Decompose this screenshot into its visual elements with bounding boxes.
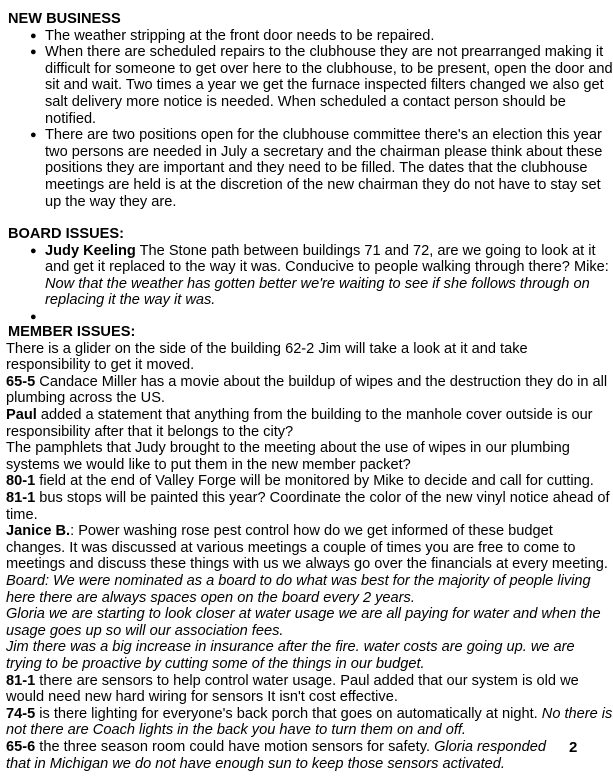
bullet-text-line	[45, 28, 434, 45]
bullet-marker: ●	[30, 46, 37, 59]
italic-run: that in Michigan we do not have enough sun to keep those sensors activated.	[6, 755, 505, 772]
bold-run: Janice B.	[6, 523, 71, 540]
paragraph-text-line	[6, 473, 594, 490]
text-run: meetings are held is at the discretion of the new chairman they do not have to stay set	[45, 177, 601, 193]
text-run: systems we would like to put them in the new member packet?	[6, 456, 411, 473]
bold-run: 81-1	[6, 490, 36, 506]
text-run: sit and wait. Two times a year we get the furnace inspected filters changed we also get	[45, 77, 604, 94]
bullet-marker: ●	[30, 311, 37, 323]
text-run: two persons are needed in July a secretary and the chairman please think about these	[45, 143, 603, 160]
text-run: responsibility to get it moved.	[6, 357, 195, 374]
text-run: changes. It was discussed at various meetings a couple of times you are free to come to	[6, 539, 576, 556]
text-run: There are two positions open for the clubhouse committee there's an election this year	[45, 127, 602, 144]
section-heading: MEMBER ISSUES:	[8, 324, 136, 340]
paragraph-text-line	[6, 673, 579, 690]
paragraph-text-line	[6, 590, 415, 607]
paragraph-text-line	[6, 407, 593, 424]
bold-run: Paul	[6, 407, 37, 423]
bold-run: 81-1	[6, 672, 36, 689]
text-run: There is a glider on the side of the building 62-2 Jim will take a look at it and take	[6, 340, 528, 357]
bullet-text-line	[45, 94, 566, 111]
text-run: When there are scheduled repairs to the clubhouse they are not prearranged making it	[45, 44, 604, 61]
paragraph-text-line	[6, 606, 601, 623]
bullet-text-line	[45, 127, 602, 144]
text-run: and get it replaced to the way it was. Conducive to people walking through there? Mike:	[45, 259, 609, 276]
bold-run: 74-5	[6, 705, 36, 722]
text-run: added a statement that anything from the building to the manhole cover outside is our	[36, 407, 593, 423]
bold-run: 65-5	[6, 373, 36, 390]
text-run: up the way they are.	[45, 193, 177, 210]
text-run: there are sensors to help control water usage. Paul added that our system is old we	[35, 672, 579, 689]
italic-run: not there are Coach lights in the back you have to turn them on and off.	[6, 722, 466, 739]
section-heading: NEW BUSINESS	[8, 11, 121, 27]
text-run: time.	[6, 506, 38, 523]
bullet-text-line	[45, 77, 604, 94]
text-run: salt delivery more notice is needed. When scheduled a contact person should be	[45, 94, 566, 110]
paragraph-text-line	[6, 689, 398, 706]
bullet-text-line	[45, 111, 96, 128]
paragraph-text-line	[6, 739, 546, 756]
paragraph-text-line	[6, 573, 591, 590]
text-run: meetings and discuss these things with us we always go over the financials at every meeting.	[6, 556, 608, 573]
bullet-text-line	[45, 292, 215, 309]
bullet-text-line	[45, 177, 601, 194]
paragraph-text-line	[6, 507, 38, 524]
bullet-marker: ●	[30, 129, 37, 142]
paragraph-text-line	[6, 756, 505, 773]
paragraph-text-line	[6, 424, 293, 441]
bullet-marker: ●	[30, 29, 37, 42]
section-heading: BOARD ISSUES:	[8, 226, 124, 242]
bullet-text-line	[45, 243, 596, 260]
bullet-text-line	[45, 144, 602, 161]
italic-run: here there are always spaces open on the board every 2 years.	[6, 589, 415, 606]
paragraph-text-line	[6, 639, 575, 656]
bullet-text-line	[45, 61, 613, 78]
italic-run: Gloria we are starting to look closer at water usage we are all paying for water and when the	[6, 606, 601, 623]
bullet-text-line	[45, 160, 588, 177]
bold-run: 65-6	[6, 739, 36, 755]
bullet-text-line	[45, 44, 603, 61]
text-run: would need new hard wiring for sensors It isn't cost effective.	[6, 689, 398, 706]
italic-run: trying to be proactive by cutting some of the things in our budget.	[6, 656, 425, 672]
paragraph-text-line	[6, 556, 608, 573]
paragraph-text-line	[6, 722, 466, 739]
paragraph-text-line	[6, 540, 575, 557]
italic-run: Gloria responded	[434, 739, 547, 755]
bullet-text-line	[45, 276, 590, 293]
italic-run: usage goes up so will our association fees.	[6, 622, 284, 639]
text-run: plumbing across the US.	[6, 390, 165, 407]
text-run: the three season room could have motion sensors for safety.	[35, 739, 435, 755]
text-run: notified.	[45, 110, 97, 127]
bold-run: 80-1	[6, 473, 36, 490]
bullet-marker: ●	[30, 244, 37, 257]
italic-run: replacing it the way it was.	[45, 292, 216, 309]
italic-run: Jim there was a big increase in insurance after the fire. water costs are going up. we are	[6, 639, 575, 656]
italic-run: Board: We were nominated as a board to do what was best for the majority of people living	[6, 573, 591, 589]
text-run: field at the end of Valley Forge will be monitored by Mike to decide and call for cutting.	[35, 473, 594, 490]
text-run: : Power washing rose pest control how do we get informed of these budget	[70, 523, 553, 540]
text-run: The weather stripping at the front door needs to be repaired.	[45, 27, 435, 44]
italic-run: No there is	[541, 705, 613, 722]
paragraph-text-line	[6, 490, 610, 507]
bold-run: Judy Keeling	[45, 242, 136, 259]
paragraph-text-line	[6, 374, 607, 391]
paragraph-text-line	[6, 623, 283, 640]
text-run: Candace Miller has a movie about the buildup of wipes and the destruction they do in all	[35, 373, 608, 390]
paragraph-text-line	[6, 357, 194, 374]
page-number: 2	[569, 739, 578, 756]
paragraph-text-line	[6, 457, 411, 474]
text-run: is there lighting for everyone's back porch that goes on automatically at night.	[35, 705, 542, 722]
text-run: difficult for someone to get over here to the clubhouse, to be present, open the door and	[45, 60, 613, 77]
text-run: positions they are important and they need to be filled. The dates that the clubhouse	[45, 160, 588, 177]
paragraph-text-line	[6, 706, 612, 723]
bullet-text-line	[45, 259, 609, 276]
italic-run: Now that the weather has gotten better we're waiting to see if she follows through on	[45, 275, 590, 292]
paragraph-text-line	[6, 341, 528, 358]
paragraph-text-line	[6, 440, 570, 457]
text-run: The Stone path between buildings 71 and 72, are we going to look at it	[135, 242, 596, 259]
paragraph-text-line	[6, 656, 425, 673]
paragraph-text-line	[6, 523, 553, 540]
bullet-text-line	[45, 194, 176, 211]
text-run: The pamphlets that Judy brought to the meeting about the use of wipes in our plumbing	[6, 440, 570, 457]
text-run: bus stops will be painted this year? Coordinate the color of the new vinyl notice ahead of	[35, 490, 610, 506]
paragraph-text-line	[6, 390, 165, 407]
text-run: responsibility after that it belongs to the city?	[6, 423, 294, 440]
